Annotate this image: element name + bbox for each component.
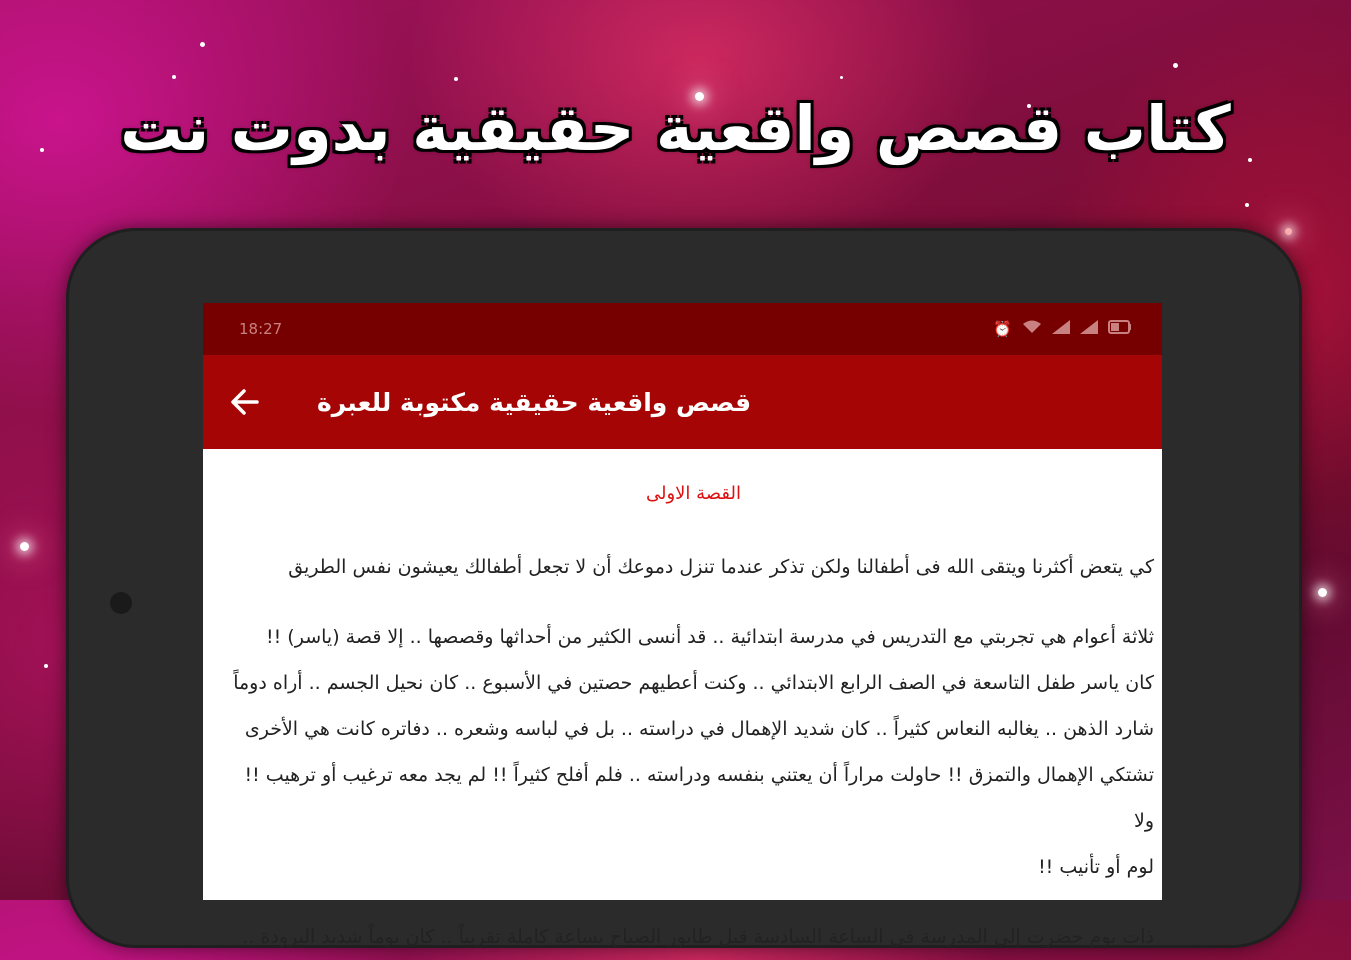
glow-star — [20, 542, 29, 551]
arrow-left-icon — [227, 384, 263, 420]
app-bar — [203, 355, 1162, 449]
alarm-icon: ⏰ — [993, 320, 1012, 338]
star — [840, 76, 843, 79]
story-title: القصة الاولى — [645, 483, 742, 504]
signal-icon — [1052, 320, 1070, 338]
paragraph-gap — [233, 890, 1154, 914]
story-content — [203, 449, 1162, 960]
glow-star — [1285, 228, 1292, 235]
app-screen — [203, 303, 1162, 948]
star — [172, 75, 176, 79]
story-line: كان ياسر طفل التاسعة في الصف الرابع الابتدائي .. وكنت أعطيهم حصتين في الأسبوع .. كان نحيل الجسم .. أراه دوماً — [233, 672, 1154, 694]
camera-dot — [110, 592, 132, 614]
star — [44, 664, 48, 668]
battery-icon — [1108, 320, 1132, 338]
star — [1245, 203, 1249, 207]
paragraph-gap — [233, 590, 1154, 614]
status-bar — [203, 303, 1162, 355]
story-intro: كي يتعض أكثرنا ويتقى الله فى أطفالنا ولكن تذكر عندما تنزل دموعك أن لا تجعل أطفالك يعيشون نفس الطريق — [288, 556, 1154, 578]
wifi-icon — [1022, 320, 1042, 338]
glow-star — [1318, 588, 1327, 597]
status-icons — [993, 320, 1132, 338]
star — [1173, 63, 1178, 68]
story-line: شارد الذهن .. يغالبه النعاس كثيراً .. كان شديد الإهمال في دراسته .. بل في لباسه وشعره .. دفاتره كانت هي الأخرى — [244, 718, 1154, 740]
story-line: ثلاثة أعوام هي تجربتي مع التدريس في مدرسة ابتدائية .. قد أنسى الكثير من أحداثها وقصصها .. إلا قصة (ياسر) !! — [266, 626, 1154, 648]
app-bar-title: قصص واقعية حقيقية مكتوبة للعبرة — [317, 387, 752, 417]
story-line: لوم أو تأنيب !! — [1038, 856, 1154, 878]
signal-icon-2 — [1080, 320, 1098, 338]
promo-headline: كتاب قصص واقعية حقيقية بدوت نت — [120, 92, 1231, 165]
back-button[interactable] — [223, 380, 267, 424]
star — [200, 42, 205, 47]
story-line: تشتكي الإهمال والتمزق !! حاولت مراراً أن يعتني بنفسه ودراسته .. فلم أفلح كثيراً !! لم يجد معه ترغيب أو ترهيب !! ولا — [244, 764, 1154, 832]
story-line: ذات يوم حضرت إلى المدرسة في الساعة السادسة قبل طابور الصباح بساعة كاملة تقريباً .. كان يوماً شديد البرودة .. — [242, 926, 1154, 948]
status-time: 18:27 — [239, 320, 283, 338]
star — [454, 77, 458, 81]
